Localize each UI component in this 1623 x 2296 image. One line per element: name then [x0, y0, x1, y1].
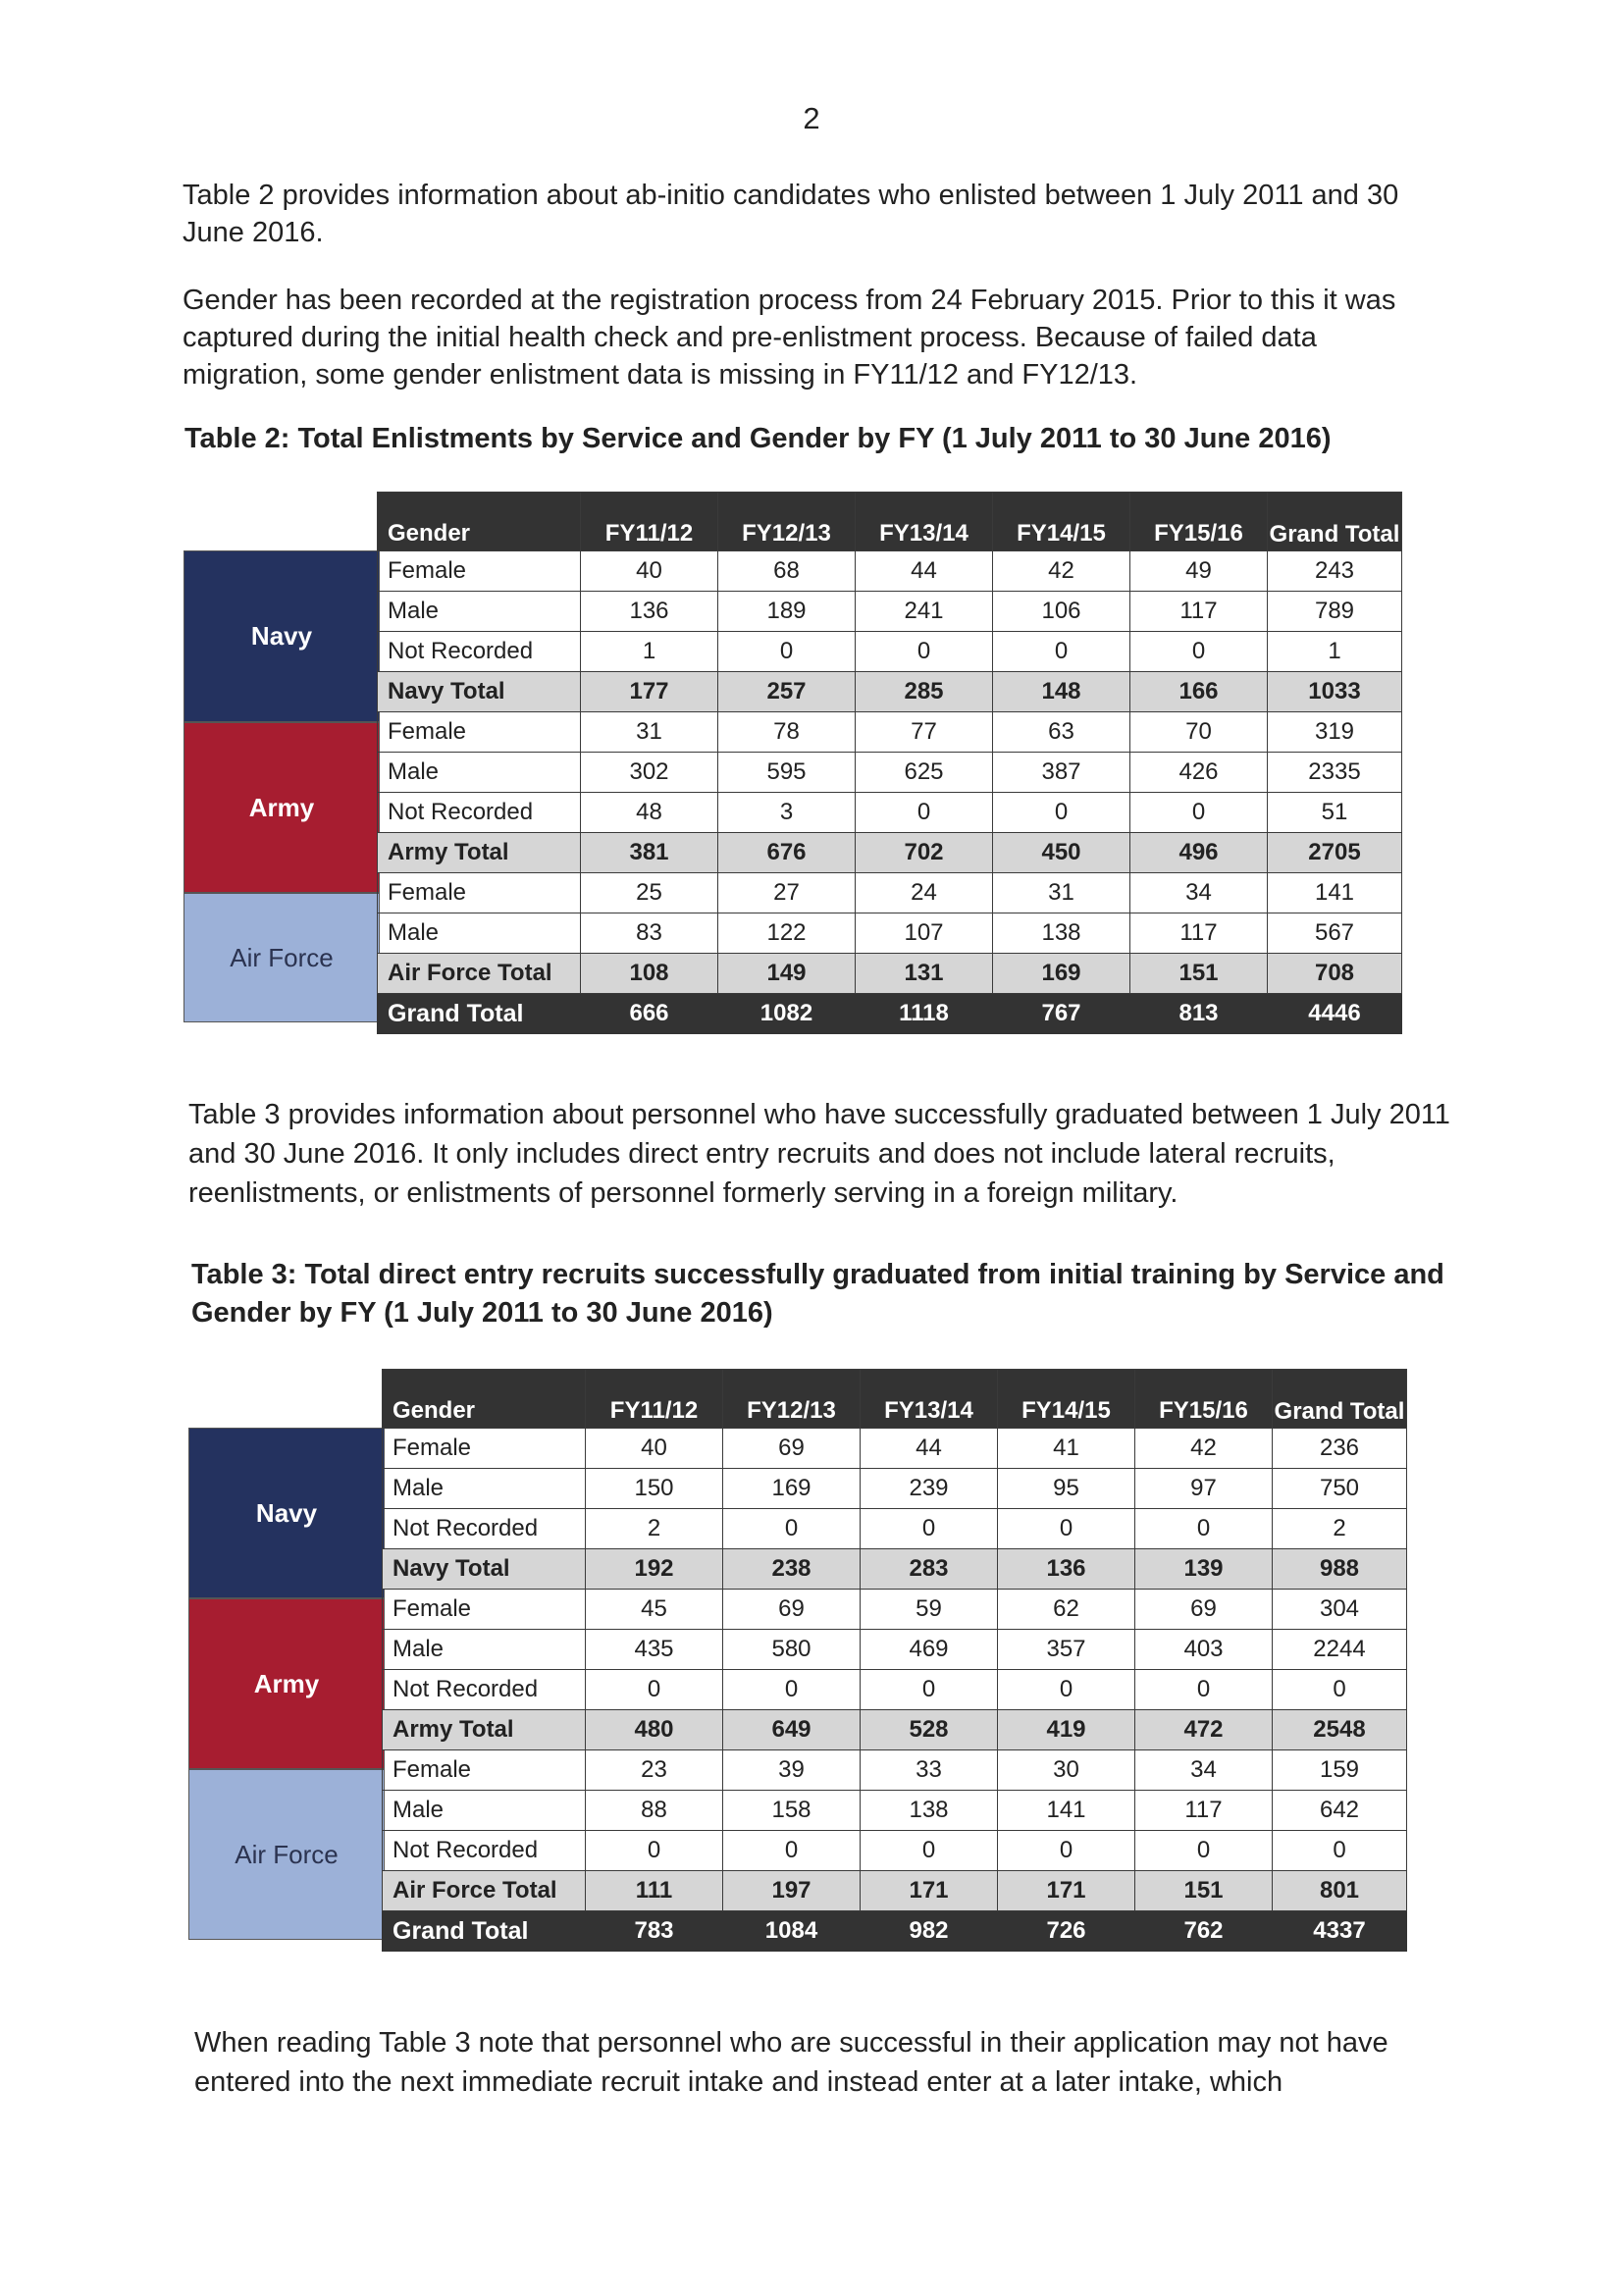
cell: 31: [581, 712, 718, 753]
cell: 0: [586, 1831, 723, 1871]
cell: 302: [581, 753, 718, 793]
cell: 78: [718, 712, 856, 753]
cell: 419: [998, 1710, 1135, 1750]
cell: 27: [718, 873, 856, 913]
row-label: Army Total: [383, 1710, 586, 1750]
subtotal-row: [378, 833, 1402, 873]
row-label: Air Force Total: [378, 954, 581, 994]
header-fy12-13: FY12/13: [723, 1370, 861, 1429]
cell: 1084: [723, 1911, 861, 1952]
cell: 469: [861, 1630, 998, 1670]
grand-total-row: [383, 1911, 1407, 1952]
cell: 426: [1130, 753, 1268, 793]
cell: 68: [718, 551, 856, 592]
cell: 0: [1135, 1670, 1273, 1710]
cell: 982: [861, 1911, 998, 1952]
cell: 0: [723, 1509, 861, 1549]
row-label: Air Force Total: [383, 1871, 586, 1911]
cell: 77: [856, 712, 993, 753]
cell: 117: [1135, 1791, 1273, 1831]
service-label-air-force: Air Force: [188, 1769, 385, 1940]
cell: 141: [998, 1791, 1135, 1831]
cell: 148: [993, 672, 1130, 712]
intro-paragraph-1: Table 2 provides information about ab-initio candidates who enlisted between 1 July 2011 and 30 June 2016.: [183, 180, 1399, 248]
row-label: Male: [383, 1469, 586, 1509]
subtotal-row: [378, 954, 1402, 994]
cell: 0: [998, 1670, 1135, 1710]
header-fy15-16: FY15/16: [1130, 493, 1268, 551]
cell: 239: [861, 1469, 998, 1509]
table-row: [383, 1750, 1407, 1791]
cell: 107: [856, 913, 993, 954]
row-label: Not Recorded: [383, 1670, 586, 1710]
table-row: [383, 1469, 1407, 1509]
cell: 2: [586, 1509, 723, 1549]
service-label-air-force: Air Force: [183, 893, 380, 1022]
cell: 1033: [1268, 672, 1402, 712]
table-row: [378, 753, 1402, 793]
cell: 159: [1273, 1750, 1407, 1791]
table-row: [383, 1791, 1407, 1831]
cell: 0: [993, 793, 1130, 833]
cell: 25: [581, 873, 718, 913]
cell: 117: [1130, 592, 1268, 632]
cell: 41: [998, 1429, 1135, 1469]
cell: 1: [581, 632, 718, 672]
cell: 49: [1130, 551, 1268, 592]
table-row: [378, 793, 1402, 833]
cell: 42: [1135, 1429, 1273, 1469]
cell: 70: [1130, 712, 1268, 753]
cell: 4446: [1268, 994, 1402, 1034]
row-label: Female: [383, 1590, 586, 1630]
cell: 23: [586, 1750, 723, 1791]
subtotal-row: [383, 1871, 1407, 1911]
cell: 0: [1273, 1670, 1407, 1710]
cell: 813: [1130, 994, 1268, 1034]
cell: 169: [993, 954, 1130, 994]
cell: 0: [856, 793, 993, 833]
cell: 0: [1135, 1831, 1273, 1871]
row-label: Male: [383, 1791, 586, 1831]
table-row: [383, 1670, 1407, 1710]
cell: 595: [718, 753, 856, 793]
table3-caption: Table 3: Total direct entry recruits successfully graduated from initial training by Service and Gender by FY (1 July 2011 to 30 June 2016): [191, 1259, 1444, 1329]
service-label-army: Army: [183, 722, 380, 893]
table-row: [378, 632, 1402, 672]
cell: 381: [581, 833, 718, 873]
cell: 131: [856, 954, 993, 994]
table3-grid: [382, 1369, 1407, 1952]
cell: 0: [723, 1831, 861, 1871]
cell: 0: [586, 1670, 723, 1710]
cell: 197: [723, 1871, 861, 1911]
cell: 2: [1273, 1509, 1407, 1549]
header-fy13-14: FY13/14: [856, 493, 993, 551]
row-label: Female: [383, 1429, 586, 1469]
header-fy11-12: FY11/12: [581, 493, 718, 551]
table-header-row: [378, 493, 1402, 551]
header-fy14-15: FY14/15: [998, 1370, 1135, 1429]
cell: 801: [1273, 1871, 1407, 1911]
cell: 69: [723, 1429, 861, 1469]
table-row: [383, 1590, 1407, 1630]
service-label-navy: Navy: [183, 550, 380, 722]
cell: 24: [856, 873, 993, 913]
cell: 166: [1130, 672, 1268, 712]
header-gender: Gender: [383, 1370, 586, 1429]
cell: 106: [993, 592, 1130, 632]
cell: 236: [1273, 1429, 1407, 1469]
cell: 357: [998, 1630, 1135, 1670]
cell: 726: [998, 1911, 1135, 1952]
cell: 450: [993, 833, 1130, 873]
cell: 472: [1135, 1710, 1273, 1750]
cell: 762: [1135, 1911, 1273, 1952]
table-row: [378, 551, 1402, 592]
cell: 241: [856, 592, 993, 632]
cell: 1118: [856, 994, 993, 1034]
table3-intro-paragraph: Table 3 provides information about personnel who have successfully graduated between 1 July 2011 and 30 June 2016. It only includes direct entry recruits and does not include lateral recruits, reenlistments, or enlistments of personnel formerly serving in a foreign military.: [188, 1099, 1450, 1209]
cell: 708: [1268, 954, 1402, 994]
page-number: 2: [803, 101, 820, 135]
closing-paragraph: When reading Table 3 note that personnel who are successful in their application may not have entered into the next immediate recruit intake and instead enter at a later intake, which: [194, 2027, 1388, 2098]
service-label-army: Army: [188, 1598, 385, 1769]
cell: 319: [1268, 712, 1402, 753]
table2-caption: Table 2: Total Enlistments by Service and Gender by FY (1 July 2011 to 30 June 2016): [184, 423, 1332, 454]
cell: 0: [1130, 632, 1268, 672]
cell: 51: [1268, 793, 1402, 833]
row-label: Army Total: [378, 833, 581, 873]
cell: 138: [993, 913, 1130, 954]
row-label: Navy Total: [378, 672, 581, 712]
cell: 0: [718, 632, 856, 672]
cell: 257: [718, 672, 856, 712]
cell: 69: [723, 1590, 861, 1630]
subtotal-row: [383, 1710, 1407, 1750]
header-gender: Gender: [378, 493, 581, 551]
cell: 111: [586, 1871, 723, 1911]
cell: 767: [993, 994, 1130, 1034]
row-label: Female: [378, 551, 581, 592]
cell: 151: [1130, 954, 1268, 994]
row-label: Female: [378, 873, 581, 913]
cell: 34: [1130, 873, 1268, 913]
cell: 783: [586, 1911, 723, 1952]
table-row: [383, 1509, 1407, 1549]
row-label: Not Recorded: [383, 1831, 586, 1871]
cell: 117: [1130, 913, 1268, 954]
cell: 136: [998, 1549, 1135, 1590]
cell: 580: [723, 1630, 861, 1670]
subtotal-row: [378, 672, 1402, 712]
cell: 2548: [1273, 1710, 1407, 1750]
table-row: [383, 1630, 1407, 1670]
table-header-row: [383, 1370, 1407, 1429]
cell: 789: [1268, 592, 1402, 632]
cell: 304: [1273, 1590, 1407, 1630]
header-grand-total: Grand Total: [1268, 493, 1402, 551]
cell: 238: [723, 1549, 861, 1590]
cell: 39: [723, 1750, 861, 1791]
cell: 136: [581, 592, 718, 632]
cell: 0: [993, 632, 1130, 672]
cell: 69: [1135, 1590, 1273, 1630]
cell: 2335: [1268, 753, 1402, 793]
row-label: Female: [383, 1750, 586, 1791]
table-row: [378, 913, 1402, 954]
cell: 0: [998, 1831, 1135, 1871]
cell: 0: [861, 1670, 998, 1710]
table-row: [378, 712, 1402, 753]
cell: 642: [1273, 1791, 1407, 1831]
cell: 44: [856, 551, 993, 592]
cell: 150: [586, 1469, 723, 1509]
cell: 95: [998, 1469, 1135, 1509]
cell: 283: [861, 1549, 998, 1590]
cell: 88: [586, 1791, 723, 1831]
header-fy12-13: FY12/13: [718, 493, 856, 551]
cell: 435: [586, 1630, 723, 1670]
cell: 31: [993, 873, 1130, 913]
cell: 108: [581, 954, 718, 994]
cell: 141: [1268, 873, 1402, 913]
cell: 177: [581, 672, 718, 712]
cell: 496: [1130, 833, 1268, 873]
cell: 0: [856, 632, 993, 672]
cell: 139: [1135, 1549, 1273, 1590]
cell: 285: [856, 672, 993, 712]
cell: 403: [1135, 1630, 1273, 1670]
cell: 1: [1268, 632, 1402, 672]
cell: 2244: [1273, 1630, 1407, 1670]
cell: 42: [993, 551, 1130, 592]
row-label: Male: [378, 913, 581, 954]
table-row: [383, 1831, 1407, 1871]
cell: 151: [1135, 1871, 1273, 1911]
row-label: Male: [378, 592, 581, 632]
row-label: Not Recorded: [378, 793, 581, 833]
cell: 243: [1268, 551, 1402, 592]
row-label: Female: [378, 712, 581, 753]
cell: 528: [861, 1710, 998, 1750]
row-label: Grand Total: [383, 1911, 586, 1952]
cell: 666: [581, 994, 718, 1034]
cell: 40: [581, 551, 718, 592]
cell: 189: [718, 592, 856, 632]
cell: 169: [723, 1469, 861, 1509]
cell: 34: [1135, 1750, 1273, 1791]
cell: 83: [581, 913, 718, 954]
cell: 0: [861, 1831, 998, 1871]
cell: 0: [1130, 793, 1268, 833]
row-label: Not Recorded: [378, 632, 581, 672]
header-fy13-14: FY13/14: [861, 1370, 998, 1429]
row-label: Grand Total: [378, 994, 581, 1034]
header-fy11-12: FY11/12: [586, 1370, 723, 1429]
row-label: Male: [383, 1630, 586, 1670]
cell: 567: [1268, 913, 1402, 954]
cell: 122: [718, 913, 856, 954]
row-label: Navy Total: [383, 1549, 586, 1590]
cell: 649: [723, 1710, 861, 1750]
cell: 480: [586, 1710, 723, 1750]
header-fy15-16: FY15/16: [1135, 1370, 1273, 1429]
cell: 97: [1135, 1469, 1273, 1509]
grand-total-row: [378, 994, 1402, 1034]
cell: 4337: [1273, 1911, 1407, 1952]
table-row: [383, 1429, 1407, 1469]
cell: 750: [1273, 1469, 1407, 1509]
cell: 149: [718, 954, 856, 994]
cell: 0: [1135, 1509, 1273, 1549]
cell: 988: [1273, 1549, 1407, 1590]
table2-grid: [377, 492, 1402, 1034]
cell: 30: [998, 1750, 1135, 1791]
cell: 387: [993, 753, 1130, 793]
cell: 62: [998, 1590, 1135, 1630]
cell: 158: [723, 1791, 861, 1831]
cell: 0: [723, 1670, 861, 1710]
cell: 0: [998, 1509, 1135, 1549]
cell: 2705: [1268, 833, 1402, 873]
cell: 676: [718, 833, 856, 873]
cell: 48: [581, 793, 718, 833]
cell: 33: [861, 1750, 998, 1791]
cell: 63: [993, 712, 1130, 753]
header-grand-total: Grand Total: [1273, 1370, 1407, 1429]
cell: 44: [861, 1429, 998, 1469]
table-row: [378, 873, 1402, 913]
cell: 171: [998, 1871, 1135, 1911]
cell: 40: [586, 1429, 723, 1469]
row-label: Male: [378, 753, 581, 793]
header-fy14-15: FY14/15: [993, 493, 1130, 551]
cell: 192: [586, 1549, 723, 1590]
cell: 0: [861, 1509, 998, 1549]
table-row: [378, 592, 1402, 632]
cell: 1082: [718, 994, 856, 1034]
cell: 171: [861, 1871, 998, 1911]
intro-paragraph-2: Gender has been recorded at the registration process from 24 February 2015. Prior to this it was captured during the initial health check and pre-enlistment process. Because of failed data migration, some gender enlistment data is missing in FY11/12 and FY12/13.: [183, 285, 1396, 391]
cell: 45: [586, 1590, 723, 1630]
service-label-navy: Navy: [188, 1428, 385, 1598]
row-label: Not Recorded: [383, 1509, 586, 1549]
cell: 138: [861, 1791, 998, 1831]
cell: 59: [861, 1590, 998, 1630]
cell: 0: [1273, 1831, 1407, 1871]
subtotal-row: [383, 1549, 1407, 1590]
cell: 625: [856, 753, 993, 793]
cell: 3: [718, 793, 856, 833]
cell: 702: [856, 833, 993, 873]
